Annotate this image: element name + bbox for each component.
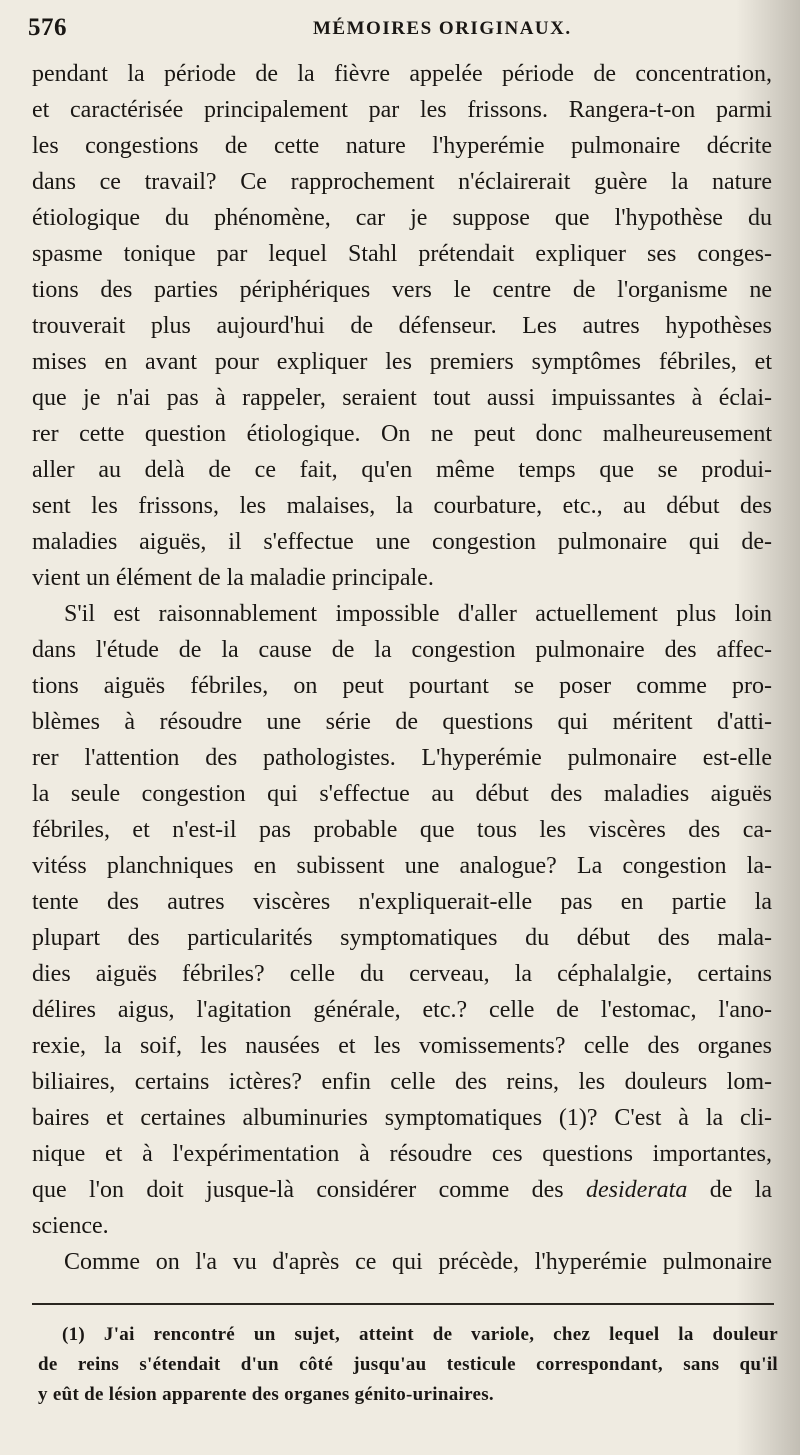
text-line: dans l'étude de la cause de la congestion pulmonaire des affec- — [32, 637, 772, 663]
text-line: étiologique du phénomène, car je suppose que l'hypothèse du — [32, 205, 772, 231]
footnote-line: de reins s'étendait d'un côté jusqu'au testicule correspondant, sans qu'il — [38, 1354, 778, 1375]
footnote-line: y eût de lésion apparente des organes génito-urinaires. — [38, 1384, 494, 1405]
footnote-divider — [32, 1303, 774, 1305]
page-header — [28, 14, 768, 46]
text-line: dies aiguës fébriles? celle du cerveau, la céphalalgie, certains — [32, 961, 772, 987]
text-line: maladies aiguës, il s'effectue une congestion pulmonaire qui de- — [32, 529, 772, 555]
text-line: tions aiguës fébriles, on peut pourtant se poser comme pro- — [32, 673, 772, 699]
text-line: mises en avant pour expliquer les premiers symptômes fébriles, et — [32, 349, 772, 375]
text-line-with-italic — [32, 1172, 772, 1208]
footnote — [38, 1320, 778, 1410]
text-line: vient un élément de la maladie principale. — [32, 565, 434, 591]
text-line: vitéss planchniques en subissent une analogue? La congestion la- — [32, 853, 772, 879]
text-line: S'il est raisonnablement impossible d'aller actuellement plus loin — [64, 601, 772, 627]
text-line: dans ce travail? Ce rapprochement n'éclairerait guère la nature — [32, 169, 772, 195]
text-line: sent les frissons, les malaises, la courbature, etc., au début des — [32, 493, 772, 519]
text-line: nique et à l'expérimentation à résoudre ces questions importantes, — [32, 1141, 772, 1167]
text-line: blèmes à résoudre une série de questions qui méritent d'atti- — [32, 709, 772, 735]
text-line: que je n'ai pas à rappeler, seraient tout aussi impuissantes à éclai- — [32, 385, 772, 411]
italic-term: desiderata — [586, 1177, 688, 1203]
text-line: la seule congestion qui s'effectue au début des maladies aiguës — [32, 781, 772, 807]
line-lead-text: que l'on doit jusque-là considérer comme des — [32, 1177, 564, 1203]
footnote-line: (1) J'ai rencontré un sujet, atteint de variole, chez lequel la douleur — [62, 1324, 778, 1345]
text-line: rexie, la soif, les nausées et les vomissements? celle des organes — [32, 1033, 772, 1059]
page-number: 576 — [28, 14, 67, 41]
text-line: fébriles, et n'est-il pas probable que tous les viscères des ca- — [32, 817, 772, 843]
text-line: trouverait plus aujourd'hui de défenseur. Les autres hypothèses — [32, 313, 772, 339]
text-line: spasme tonique par lequel Stahl prétendait expliquer ses conges- — [32, 241, 772, 267]
text-line: rer l'attention des pathologistes. L'hyperémie pulmonaire est-elle — [32, 745, 772, 771]
body-text — [32, 56, 772, 1280]
text-line: rer cette question étiologique. On ne peut donc malheureusement — [32, 421, 772, 447]
running-head: MÉMOIRES ORIGINAUX. — [313, 18, 572, 39]
text-line: délires aigus, l'agitation générale, etc.? celle de l'estomac, l'ano- — [32, 997, 772, 1023]
text-line: les congestions de cette nature l'hyperémie pulmonaire décrite — [32, 133, 772, 159]
text-line: biliaires, certains ictères? enfin celle des reins, les douleurs lom- — [32, 1069, 772, 1095]
text-line: pendant la période de la fièvre appelée période de concentration, — [32, 61, 772, 87]
text-line: plupart des particularités symptomatiques du début des mala- — [32, 925, 772, 951]
line-tail-text: de la — [709, 1177, 772, 1203]
text-line: et caractérisée principalement par les frissons. Rangera-t-on parmi — [32, 97, 772, 123]
text-line: tions des parties périphériques vers le centre de l'organisme ne — [32, 277, 772, 303]
text-line: science. — [32, 1213, 109, 1239]
text-line: tente des autres viscères n'expliquerait-elle pas en partie la — [32, 889, 772, 915]
text-line: baires et certaines albuminuries symptomatiques (1)? C'est à la cli- — [32, 1105, 772, 1131]
text-line: Comme on l'a vu d'après ce qui précède, l'hyperémie pulmonaire — [64, 1249, 772, 1275]
text-line: aller au delà de ce fait, qu'en même temps que se produi- — [32, 457, 772, 483]
